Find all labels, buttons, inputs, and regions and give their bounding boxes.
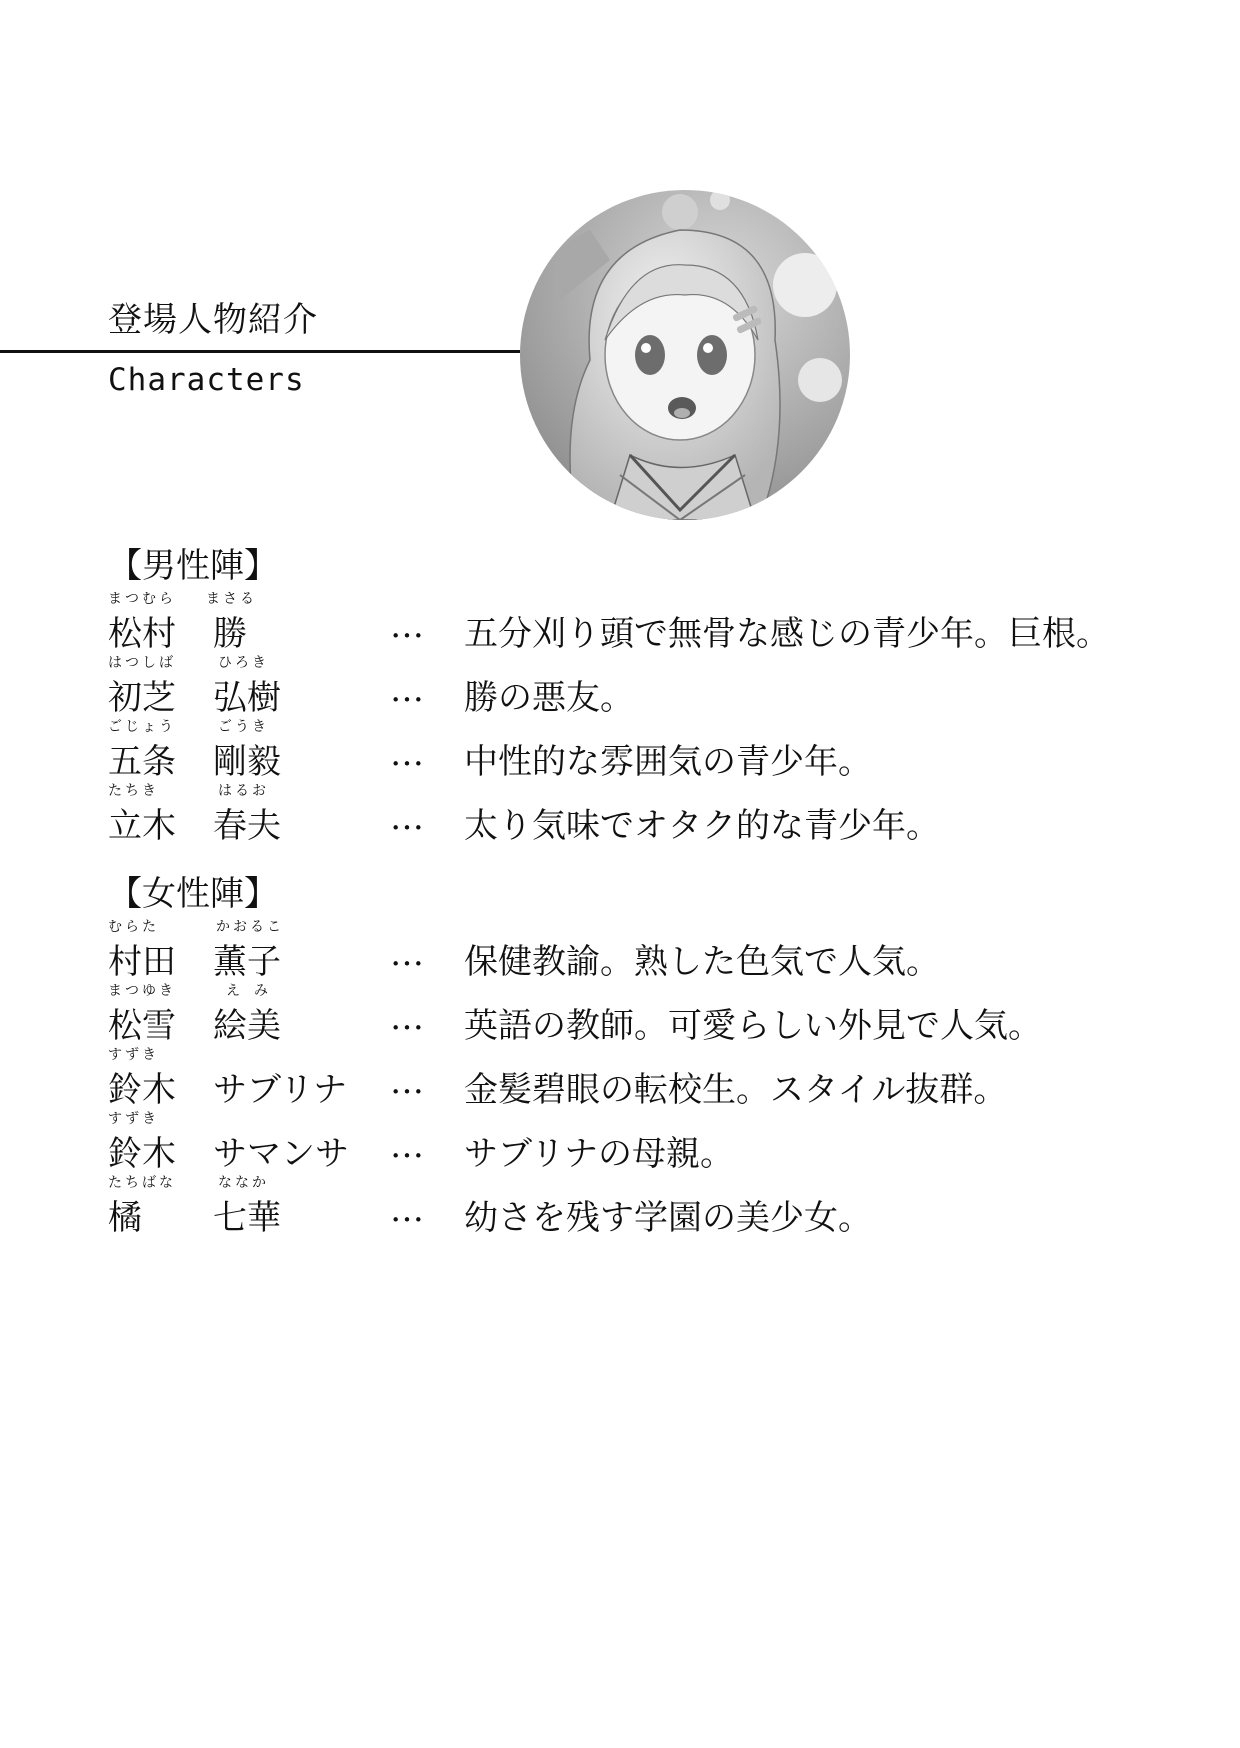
character-given-name: サマンサ <box>213 1134 349 1174</box>
character-given-name: 弘樹 <box>213 678 281 718</box>
given-ruby: まさる <box>206 591 257 607</box>
given-ruby: ごうき <box>218 719 269 735</box>
character-surname: 鈴木 <box>108 1070 176 1110</box>
character-surname: 松雪 <box>108 1006 176 1046</box>
page-subtitle: Characters <box>108 362 305 398</box>
portrait-illustration <box>520 190 850 520</box>
title-rule <box>0 350 520 353</box>
character-given-name: 剛毅 <box>213 742 281 782</box>
given-ruby: ひろき <box>218 655 269 671</box>
character-description: 金髪碧眼の転校生。スタイル抜群。 <box>464 1070 1008 1110</box>
character-surname: 初芝 <box>108 678 176 718</box>
character-surname: 五条 <box>108 742 176 782</box>
separator-ellipsis: … <box>390 670 424 710</box>
character-surname: 松村 <box>108 614 176 654</box>
character-description: 中性的な雰囲気の青少年。 <box>464 742 872 782</box>
character-description: 幼さを残す学園の美少女。 <box>464 1198 872 1238</box>
character-surname: 鈴木 <box>108 1134 176 1174</box>
surname-ruby: まつむら <box>108 591 176 607</box>
surname-ruby: むらた <box>108 919 159 935</box>
character-given-name: 春夫 <box>213 806 281 846</box>
separator-ellipsis: … <box>390 734 424 774</box>
section-heading-female: 【女性陣】 <box>108 874 278 914</box>
character-given-name: 勝 <box>213 614 247 654</box>
surname-ruby: まつゆき <box>108 983 176 999</box>
surname-ruby: はつしば <box>108 655 176 671</box>
character-description: サブリナの母親。 <box>464 1134 734 1174</box>
surname-ruby: たちばな <box>108 1175 176 1191</box>
surname-ruby: ごじょう <box>108 719 176 735</box>
given-ruby: はるお <box>218 783 269 799</box>
character-description: 英語の教師。可愛らしい外見で人気。 <box>464 1006 1042 1046</box>
character-portrait <box>520 190 850 520</box>
separator-ellipsis: … <box>390 798 424 838</box>
separator-ellipsis: … <box>390 1190 424 1230</box>
character-row <box>108 716 1208 780</box>
character-given-name: サブリナ <box>213 1070 347 1110</box>
separator-ellipsis: … <box>390 1126 424 1166</box>
character-description: 勝の悪友。 <box>464 678 634 718</box>
character-description: 太り気味でオタク的な青少年。 <box>464 806 940 846</box>
character-given-name: 絵美 <box>213 1006 281 1046</box>
separator-ellipsis: … <box>390 606 424 646</box>
page-title: 登場人物紹介 <box>108 300 318 340</box>
separator-ellipsis: … <box>390 1062 424 1102</box>
character-row <box>108 780 1208 844</box>
surname-ruby: すずき <box>108 1111 160 1127</box>
character-row <box>108 652 1208 716</box>
surname-ruby: たちき <box>108 783 159 799</box>
given-ruby: えみ <box>226 983 282 999</box>
character-surname: 村田 <box>108 942 176 982</box>
character-row <box>108 1044 1208 1108</box>
separator-ellipsis: … <box>390 934 424 974</box>
section-heading-male: 【男性陣】 <box>108 546 278 586</box>
character-description: 五分刈り頭で無骨な感じの青少年。巨根。 <box>464 614 1110 654</box>
character-row <box>108 1172 1208 1236</box>
character-description: 保健教諭。熟した色気で人気。 <box>464 942 940 982</box>
character-given-name: 七華 <box>213 1198 281 1238</box>
character-row <box>108 588 1208 652</box>
character-given-name: 薫子 <box>213 942 281 982</box>
separator-ellipsis: … <box>390 998 424 1038</box>
given-ruby: かおるこ <box>216 919 284 935</box>
surname-ruby: すずき <box>108 1047 160 1063</box>
character-row <box>108 1108 1208 1172</box>
character-row <box>108 916 1208 980</box>
character-surname: 橘 <box>108 1198 142 1238</box>
character-surname: 立木 <box>108 806 176 846</box>
given-ruby: ななか <box>218 1175 269 1191</box>
character-row <box>108 980 1208 1044</box>
